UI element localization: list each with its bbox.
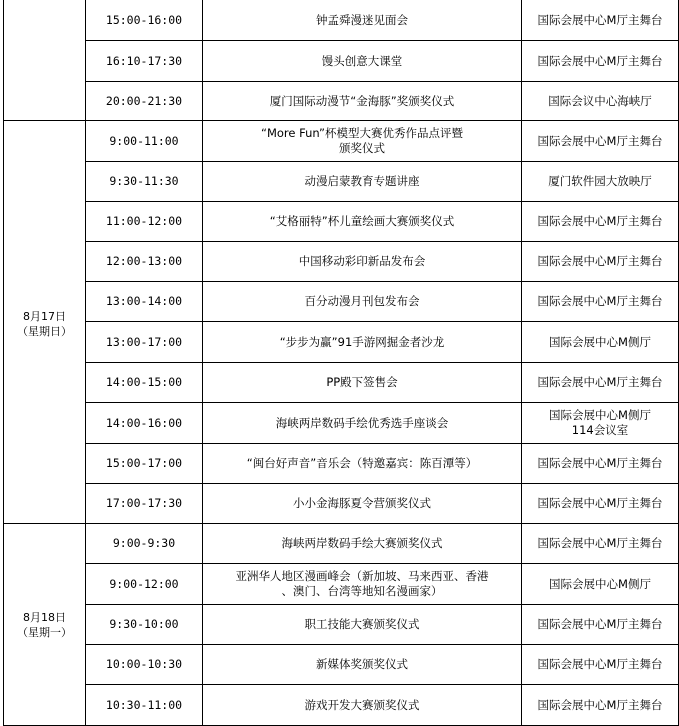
date-cell <box>4 121 86 524</box>
time-cell: 12:00-13:00 <box>86 242 203 282</box>
time-cell: 10:30-11:00 <box>86 685 203 726</box>
venue-cell: 国际会展中心M厅主舞台 <box>522 524 679 564</box>
schedule-row <box>4 685 679 726</box>
time-cell: 13:00-14:00 <box>86 282 203 322</box>
date-label: 8月17日 <box>23 310 66 323</box>
event-cell: 海峡两岸数码手绘优秀选手座谈会 <box>203 403 522 444</box>
schedule-row <box>4 645 679 685</box>
venue-cell: 国际会展中心M厅主舞台 <box>522 121 679 162</box>
time-cell: 9:00-11:00 <box>86 121 203 162</box>
event-cell: 海峡两岸数码手绘大赛颁奖仪式 <box>203 524 522 564</box>
venue-cell: 国际会展中心M厅主舞台 <box>522 484 679 524</box>
venue-cell: 国际会展中心M厅主舞台 <box>522 685 679 726</box>
schedule-row <box>4 0 679 41</box>
time-cell: 15:00-17:00 <box>86 444 203 484</box>
venue-cell: 国际会展中心M厅主舞台 <box>522 444 679 484</box>
venue-cell: 国际会展中心M厅主舞台 <box>522 202 679 242</box>
event-cell: 职工技能大赛颁奖仪式 <box>203 605 522 645</box>
weekday-label: （星期一） <box>17 625 72 639</box>
event-cell: 动漫启蒙教育专题讲座 <box>203 162 522 202</box>
schedule-row <box>4 605 679 645</box>
venue-cell: 国际会展中心M厅主舞台 <box>522 645 679 685</box>
time-cell: 14:00-15:00 <box>86 363 203 403</box>
venue-cell: 国际会展中心M厅主舞台 <box>522 0 679 41</box>
date-cell <box>4 0 86 121</box>
event-cell: 馒头创意大课堂 <box>203 41 522 82</box>
venue-cell: 国际会展中心M厅主舞台 <box>522 41 679 82</box>
schedule-row <box>4 564 679 605</box>
schedule-row <box>4 403 679 444</box>
venue-cell: 国际会展中心M厅主舞台 <box>522 242 679 282</box>
event-cell: 百分动漫月刊包发布会 <box>203 282 522 322</box>
time-cell: 16:10-17:30 <box>86 41 203 82</box>
schedule-row <box>4 484 679 524</box>
schedule-row <box>4 121 679 162</box>
schedule-row <box>4 41 679 82</box>
event-cell: 小小金海豚夏令营颁奖仪式 <box>203 484 522 524</box>
venue-cell: 国际会议中心海峡厅 <box>522 82 679 121</box>
event-cell: 钟孟舜漫迷见面会 <box>203 0 522 41</box>
time-cell: 11:00-12:00 <box>86 202 203 242</box>
schedule-row <box>4 444 679 484</box>
schedule-row <box>4 322 679 363</box>
time-cell: 14:00-16:00 <box>86 403 203 444</box>
event-cell: “艾格丽特”杯儿童绘画大赛颁奖仪式 <box>203 202 522 242</box>
date-cell <box>4 524 86 726</box>
event-cell: PP殿下签售会 <box>203 363 522 403</box>
venue-cell: 国际会展中心M侧厅 <box>522 564 679 605</box>
schedule-row <box>4 202 679 242</box>
event-cell: “More Fun”杯模型大赛优秀作品点评暨 颁奖仪式 <box>203 121 522 162</box>
event-cell: 游戏开发大赛颁奖仪式 <box>203 685 522 726</box>
venue-cell: 厦门软件园大放映厅 <box>522 162 679 202</box>
time-cell: 15:00-16:00 <box>86 0 203 41</box>
time-cell: 13:00-17:00 <box>86 322 203 363</box>
event-cell: “步步为赢”91手游网掘金者沙龙 <box>203 322 522 363</box>
time-cell: 9:30-11:30 <box>86 162 203 202</box>
time-cell: 17:00-17:30 <box>86 484 203 524</box>
time-cell: 20:00-21:30 <box>86 82 203 121</box>
schedule-row <box>4 282 679 322</box>
event-cell: 新媒体奖颁奖仪式 <box>203 645 522 685</box>
event-cell: 厦门国际动漫节“金海豚”奖颁奖仪式 <box>203 82 522 121</box>
weekday-label: （星期日） <box>17 325 72 338</box>
schedule-row <box>4 82 679 121</box>
venue-cell: 国际会展中心M厅主舞台 <box>522 363 679 403</box>
schedule-body <box>4 0 679 726</box>
event-cell: 中国移动彩印新品发布会 <box>203 242 522 282</box>
schedule-row <box>4 363 679 403</box>
time-cell: 9:00-9:30 <box>86 524 203 564</box>
event-cell: 亚洲华人地区漫画峰会（新加坡、马来西亚、香港 、澳门、台湾等地知名漫画家） <box>203 564 522 605</box>
schedule-row <box>4 242 679 282</box>
venue-cell: 国际会展中心M厅主舞台 <box>522 605 679 645</box>
time-cell: 10:00-10:30 <box>86 645 203 685</box>
time-cell: 9:30-10:00 <box>86 605 203 645</box>
event-cell: “闽台好声音”音乐会（特邀嘉宾：陈百潭等） <box>203 444 522 484</box>
schedule-row <box>4 524 679 564</box>
schedule-table <box>3 0 679 726</box>
venue-cell: 国际会展中心M厅主舞台 <box>522 282 679 322</box>
time-cell: 9:00-12:00 <box>86 564 203 605</box>
venue-cell: 国际会展中心M侧厅 <box>522 322 679 363</box>
schedule-row <box>4 162 679 202</box>
date-label: 8月18日 <box>23 610 66 624</box>
venue-cell: 国际会展中心M侧厅 114会议室 <box>522 403 679 444</box>
